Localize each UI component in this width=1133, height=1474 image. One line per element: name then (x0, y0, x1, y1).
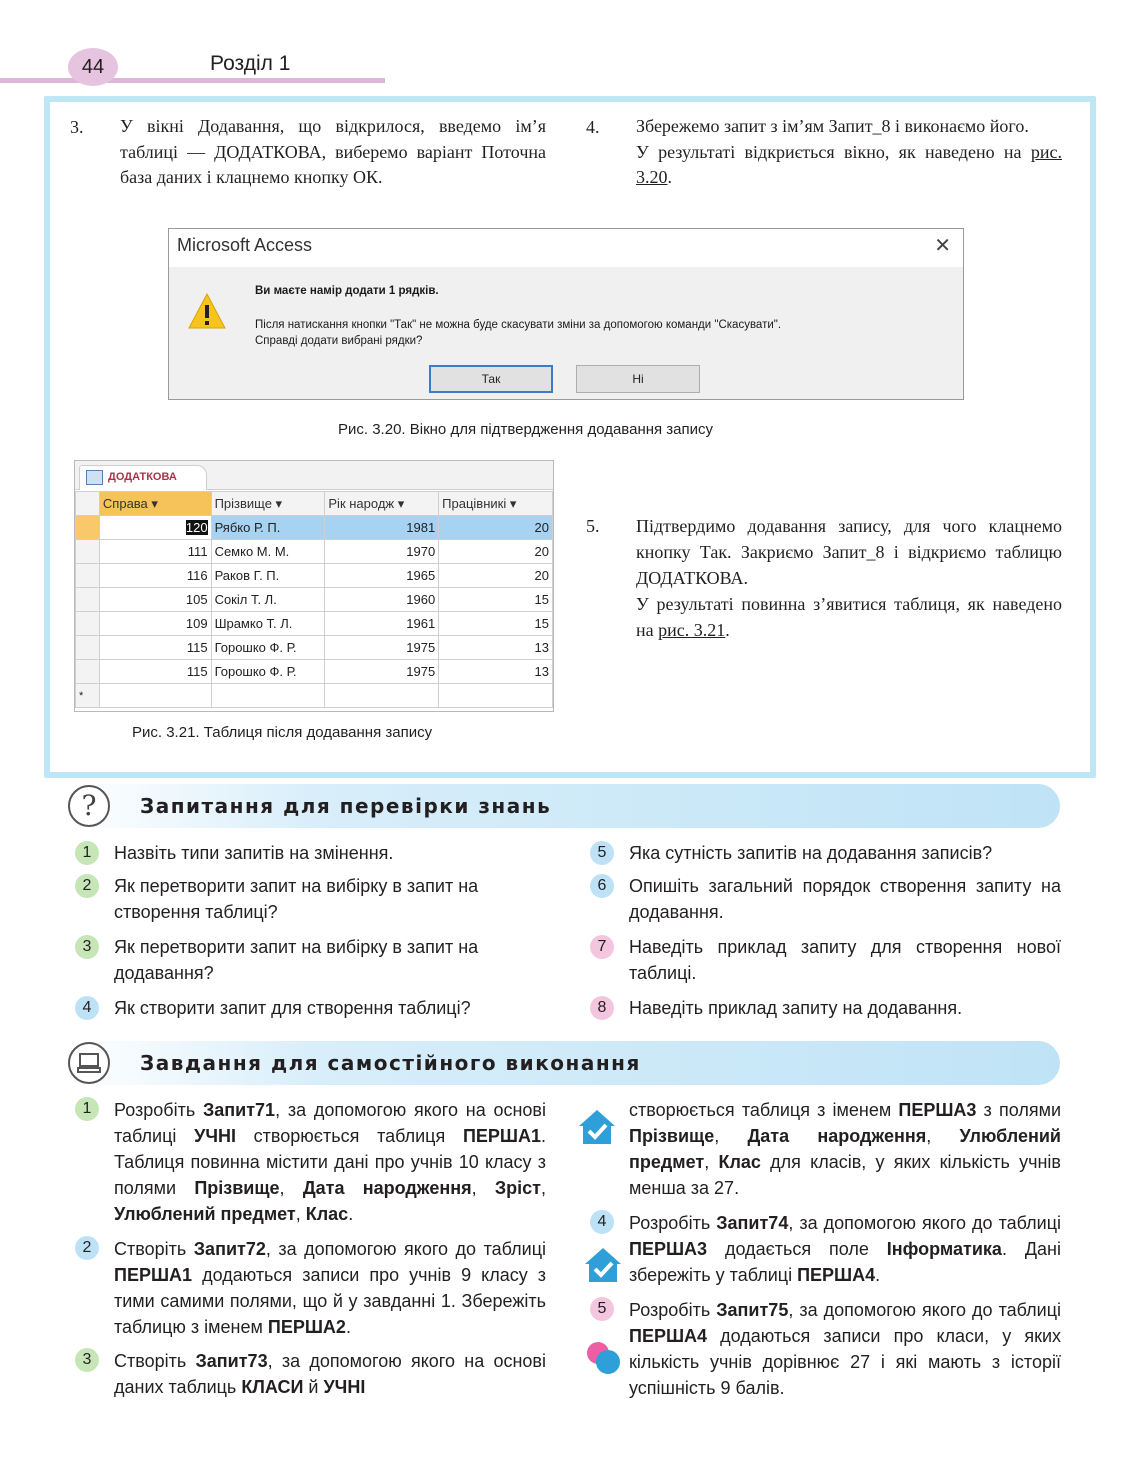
task-keyword: ПЕРША3 (629, 1239, 708, 1259)
step-5-line2 (636, 591, 1062, 643)
task-text-part: , за допомогою якого на основі таблиці (114, 1100, 546, 1146)
row-selector[interactable] (76, 612, 100, 636)
task-4-text (629, 1210, 1061, 1288)
table-cell[interactable] (439, 684, 553, 708)
question-text: Яка сутність запитів на додавання записів? (629, 843, 993, 863)
task-keyword: Запит75 (716, 1300, 789, 1320)
questions-title: Запитання для перевірки знань (140, 794, 552, 818)
task-keyword: ПЕРША1 (462, 1126, 541, 1146)
task-text-part: Створіть (114, 1239, 194, 1259)
question-number: 4 (75, 996, 99, 1020)
task-text-part: з полями (976, 1100, 1061, 1120)
table-cell[interactable] (211, 684, 325, 708)
page-number: 44 (68, 48, 118, 86)
yes-button[interactable]: Так (429, 365, 553, 393)
table-cell[interactable]: 111 (99, 540, 211, 564)
access-datasheet (74, 460, 554, 712)
dialog-message-3: Справді додати вибрані рядки? (255, 335, 423, 347)
table-row[interactable] (76, 612, 553, 636)
table-cell[interactable]: 115 (99, 660, 211, 684)
table-tab[interactable] (79, 465, 207, 490)
table-cell[interactable]: 1975 (325, 660, 439, 684)
figure-3-20-caption: Рис. 3.20. Вікно для підтвердження додавання запису (338, 421, 714, 438)
column-header[interactable]: Справа ▾ (99, 492, 211, 516)
datasheet-grid (75, 491, 553, 708)
group-task-icon (584, 1340, 624, 1376)
row-selector[interactable] (76, 588, 100, 612)
header-row (76, 492, 553, 516)
question-icon: ? (68, 785, 110, 827)
task-keyword: Клас (305, 1204, 349, 1224)
table-cell[interactable]: 116 (99, 564, 211, 588)
task-keyword: Запит72 (193, 1239, 266, 1259)
row-selector[interactable] (76, 564, 100, 588)
task-text-part: , за допомогою якого до таблиці (788, 1213, 1062, 1233)
question-text: Як створити запит для створення таблиці? (114, 998, 471, 1018)
question-number: 5 (590, 841, 614, 865)
task-text-part: , (279, 1178, 303, 1198)
table-cell[interactable]: 1981 (325, 516, 439, 540)
table-cell[interactable]: Горошко Ф. Р. (211, 660, 325, 684)
table-cell[interactable]: 20 (439, 516, 553, 540)
question-number: 8 (590, 996, 614, 1020)
confirm-dialog (168, 228, 964, 400)
task-keyword: Інформатика (886, 1239, 1002, 1259)
row-selector[interactable] (76, 516, 100, 540)
figure-3-21-caption: Рис. 3.21. Таблиця після додавання запису (132, 724, 433, 741)
task-text-part: . Дані збережіть у таблиці (629, 1239, 1061, 1285)
column-header-label: Рік народж (328, 495, 395, 511)
table-cell[interactable] (99, 516, 211, 540)
task-text-part: , за допомогою якого до таблиці (265, 1239, 547, 1259)
task-text-part: , за допомогою якого до таблиці (788, 1300, 1062, 1320)
step-3-text: У вікні Додавання, що відкрилося, введемо ім’я таблиці — ДОДАТКОВА, виберемо варіант Поточна база даних і клацнемо кнопку ОК. (120, 116, 546, 187)
row-selector[interactable] (76, 660, 100, 684)
table-cell[interactable]: 105 (99, 588, 211, 612)
column-header-label: Працівникі (442, 495, 507, 511)
step-4-text (636, 114, 1062, 191)
table-cell[interactable]: 1965 (325, 564, 439, 588)
table-cell[interactable]: 1970 (325, 540, 439, 564)
task-number: 1 (75, 1097, 99, 1121)
warning-icon (187, 291, 227, 331)
task-text-part: , (926, 1126, 960, 1146)
task-keyword: КЛАСИ (241, 1377, 304, 1397)
task-number: 4 (590, 1210, 614, 1234)
task-keyword: ПЕРША4 (797, 1265, 876, 1285)
step-5-line1: Підтвердимо додавання запису, для чого клацнемо кнопку Так. Закриємо Запит_8 і відкриємо таблицю ДОДАТКОВА. (636, 516, 1062, 588)
table-cell[interactable]: Горошко Ф. Р. (211, 636, 325, 660)
column-header[interactable]: Працівникі ▾ (439, 492, 553, 516)
task-5-text (629, 1297, 1061, 1401)
table-cell[interactable]: 15 (439, 588, 553, 612)
column-header-label: Прізвище (214, 495, 272, 511)
step-4-line2-text: У результаті відкриється вікно, як наведено на (636, 141, 1031, 162)
home-task-icon (577, 1108, 617, 1146)
task-text-part: для класів, у яких кількість учнів менша за 27. (629, 1152, 1061, 1198)
table-cell[interactable] (99, 684, 211, 708)
row-selector-header[interactable] (76, 492, 100, 516)
question-number: 1 (75, 841, 99, 865)
question-text: Наведіть приклад запиту на додавання. (629, 998, 963, 1018)
step-4-line2 (636, 140, 1062, 191)
step-4-number: 4. (586, 117, 600, 137)
task-text-part: , (714, 1126, 748, 1146)
task-3-text-part1 (114, 1348, 546, 1400)
task-text-part: Розробіть (629, 1213, 717, 1233)
task-text-part: . Таблиця повинна містити дані про учнів 10 класу з полями (114, 1126, 546, 1198)
step-4-period: . (667, 167, 672, 187)
table-cell[interactable]: 13 (439, 636, 553, 660)
step-5-number: 5. (586, 516, 600, 536)
table-cell[interactable]: 1960 (325, 588, 439, 612)
table-row[interactable] (76, 588, 553, 612)
no-button[interactable]: Ні (576, 365, 700, 393)
step-5-line2-text: У результаті повинна з’явитися таблиця, як наведено на (636, 594, 1062, 640)
computer-icon (68, 1042, 110, 1084)
task-keyword: Клас (718, 1152, 761, 1172)
table-row[interactable] (76, 516, 553, 540)
task-text-part: , (540, 1178, 546, 1198)
task-text-part: . (345, 1317, 351, 1337)
dialog-title: Microsoft Access (177, 235, 313, 255)
table-cell[interactable]: 1961 (325, 612, 439, 636)
task-text-part: , за допомогою якого на основі даних таблиць (114, 1351, 546, 1397)
table-tab-label: ДОДАТКОВА (108, 471, 177, 483)
section-title: Розділ 1 (210, 52, 291, 75)
computer-icon-glyph (70, 1044, 108, 1082)
task-keyword: УЧНІ (323, 1377, 366, 1397)
question-number: 7 (590, 935, 614, 959)
question-text: Як перетворити запит на вибірку в запит на створення таблиці? (114, 876, 479, 922)
table-row[interactable] (76, 540, 553, 564)
dialog-message-1: Ви маєте намір додати 1 рядків. (255, 285, 439, 297)
task-keyword: Прізвище (194, 1178, 280, 1198)
table-cell[interactable]: 13 (439, 660, 553, 684)
row-selector[interactable] (76, 636, 100, 660)
table-cell[interactable]: 15 (439, 612, 553, 636)
task-text-part: , (704, 1152, 719, 1172)
table-cell[interactable]: 20 (439, 564, 553, 588)
task-text-part: Розробіть (629, 1300, 717, 1320)
table-cell[interactable]: Семко М. М. (211, 540, 325, 564)
task-keyword: ПЕРША1 (114, 1265, 193, 1285)
task-keyword: УЧНІ (194, 1126, 236, 1146)
column-header[interactable]: Рік народж ▾ (325, 492, 439, 516)
task-keyword: Зріст (494, 1178, 541, 1198)
question-number: 3 (75, 935, 99, 959)
fig-3-20-link[interactable]: рис. 3.20 (636, 141, 1062, 187)
table-row[interactable] (76, 660, 553, 684)
task-text-part: . (348, 1204, 354, 1224)
task-keyword: Дата народження (302, 1178, 472, 1198)
row-selector[interactable] (76, 540, 100, 564)
task-text-part: Розробіть (114, 1100, 203, 1120)
table-row[interactable] (76, 636, 553, 660)
table-icon (86, 470, 103, 485)
task-keyword: Улюблений предмет (629, 1126, 1061, 1172)
task-text-part: додаються записи про класи, у яких кількість учнів дорівнює 27 і які мають з історії успішність 9 балів. (629, 1326, 1061, 1398)
step-3-number: 3. (70, 117, 84, 137)
column-header-label: Справа (102, 495, 148, 511)
task-text-part: . (875, 1265, 881, 1285)
task-text-part: Створіть (114, 1351, 196, 1371)
table-row[interactable] (76, 564, 553, 588)
task-keyword: Запит74 (716, 1213, 789, 1233)
question-text: Опишіть загальний порядок створення запиту на додавання. (629, 876, 1061, 922)
table-cell[interactable]: Раков Г. П. (211, 564, 325, 588)
task-number: 5 (590, 1297, 614, 1321)
task-keyword: ПЕРША3 (898, 1100, 977, 1120)
header-rule (0, 78, 385, 83)
table-cell[interactable]: 109 (99, 612, 211, 636)
task-2-text (114, 1236, 546, 1340)
table-cell[interactable]: Сокіл Т. Л. (211, 588, 325, 612)
task-keyword: Улюблений предмет (114, 1204, 296, 1224)
new-record-marker: * (76, 684, 100, 708)
step-4-line1: Збережемо запит з ім’ям Запит_8 і виконаємо його. (636, 116, 1029, 136)
fig-3-21-link[interactable]: рис. 3.21 (658, 620, 726, 640)
task-text-part: створюється таблиця (235, 1126, 463, 1146)
task-text-part: додаються записи про учнів 9 класу з тими самими полями, що й у завданні 1. Збережіть таблицю з іменем (114, 1265, 546, 1337)
task-3-text-part2 (629, 1097, 1061, 1201)
table-cell[interactable] (325, 684, 439, 708)
close-icon[interactable]: ✕ (934, 233, 951, 257)
task-keyword: ПЕРША2 (267, 1317, 346, 1337)
task-number: 3 (75, 1348, 99, 1372)
table-cell[interactable]: 115 (99, 636, 211, 660)
table-cell[interactable]: Рябко Р. П. (211, 516, 325, 540)
dialog-message-2: Після натискання кнопки "Так" не можна буде скасувати зміни за допомогою команди "Скасувати". (255, 319, 782, 331)
home-task-icon (583, 1246, 623, 1284)
question-text: Як перетворити запит на вибірку в запит на додавання? (114, 937, 479, 983)
table-cell[interactable]: 1975 (325, 636, 439, 660)
task-keyword: Запит73 (195, 1351, 268, 1371)
step-5-text (636, 513, 1062, 643)
column-header[interactable]: Прізвище ▾ (211, 492, 325, 516)
table-cell[interactable]: Шрамко Т. Л. (211, 612, 325, 636)
step-5-period: . (725, 620, 730, 640)
tasks-title: Завдання для самостійного виконання (140, 1051, 641, 1075)
table-cell[interactable]: 20 (439, 540, 553, 564)
task-text-part: , (295, 1204, 306, 1224)
task-number: 2 (75, 1236, 99, 1260)
new-record-row[interactable] (76, 684, 553, 708)
task-1-text (114, 1097, 546, 1227)
task-text-part: створюється таблиця з іменем (629, 1100, 899, 1120)
question-text: Наведіть приклад запиту для створення нової таблиці. (629, 937, 1061, 983)
cell-value: 120 (185, 520, 208, 535)
task-keyword: Прізвище (629, 1126, 715, 1146)
task-keyword: Запит71 (203, 1100, 276, 1120)
question-text: Назвіть типи запитів на змінення. (114, 843, 394, 863)
task-text-part: додається поле (707, 1239, 887, 1259)
question-number: 2 (75, 874, 99, 898)
question-number: 6 (590, 874, 614, 898)
task-keyword: ПЕРША4 (629, 1326, 708, 1346)
task-text-part: , (471, 1178, 495, 1198)
task-text-part: й (303, 1377, 324, 1397)
task-keyword: Дата народження (747, 1126, 927, 1146)
